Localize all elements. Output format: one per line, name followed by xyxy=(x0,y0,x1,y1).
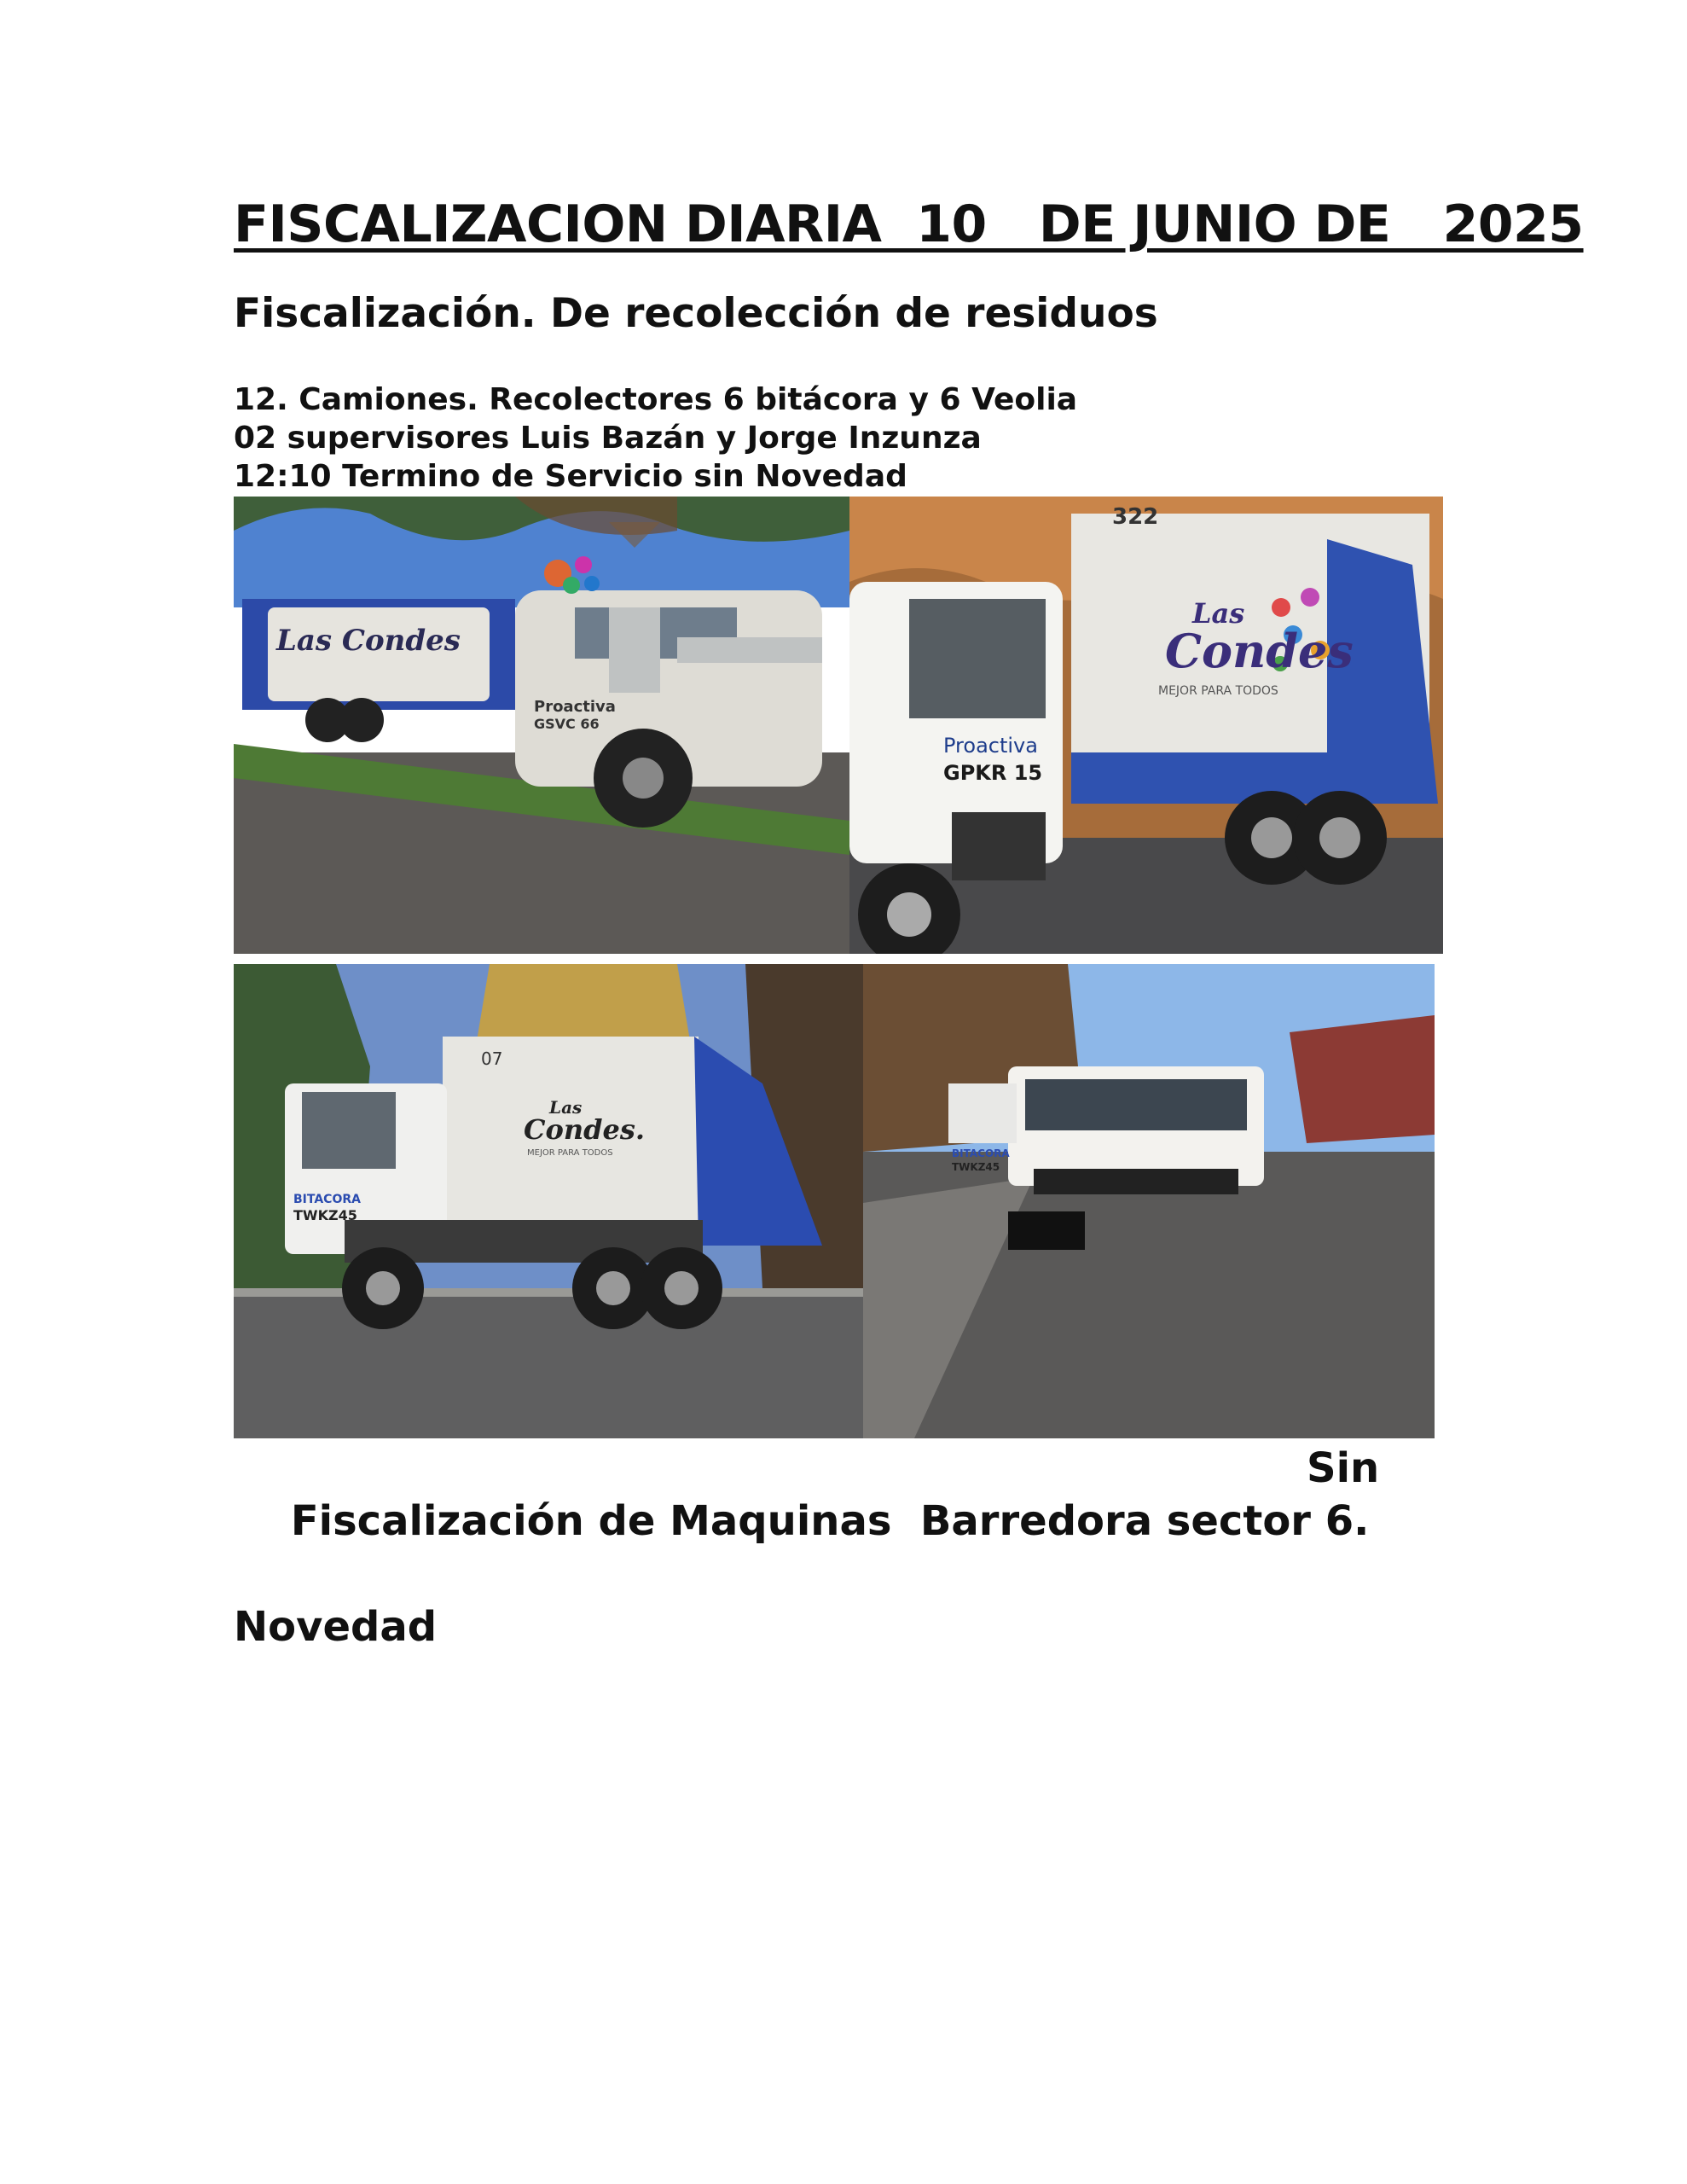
photo-truck-3 xyxy=(234,964,863,1438)
document-title: FISCALIZACION DIARIA 10 DE JUNIO DE 2025 xyxy=(234,195,1584,254)
photo2-operator-text: Proactiva xyxy=(943,734,1038,758)
photo3-unit-text: 07 xyxy=(481,1048,503,1069)
photo2-brand2-text: Condes xyxy=(1165,624,1354,678)
summary-line-supervisors: 02 supervisores Luis Bazán y Jorge Inzunza xyxy=(234,421,982,456)
summary-line-trucks: 12. Camiones. Recolectores 6 bitácora y 6 Veolia xyxy=(234,382,1078,417)
photo4-operator-text: BITACORA xyxy=(952,1147,1010,1159)
summary-lines xyxy=(234,380,1077,496)
summary-line-end-time: 12:10 Termino de Servicio sin Novedad xyxy=(234,459,907,494)
photo1-plate-text: GSVC 66 xyxy=(534,716,600,732)
photo3-slogan-text: MEJOR PARA TODOS xyxy=(527,1148,613,1158)
photo3-brand-text: Las xyxy=(549,1097,583,1118)
photo3-plate-text: TWKZ45 xyxy=(293,1207,357,1223)
photo-truck-4 xyxy=(863,964,1435,1438)
footer-text-sin: Sin xyxy=(1307,1444,1380,1492)
photo2-brand-text: Las xyxy=(1192,597,1245,630)
photo2-plate-text: GPKR 15 xyxy=(943,761,1043,785)
photo-truck-2 xyxy=(849,497,1443,954)
photo3-operator-text: BITACORA xyxy=(293,1193,361,1206)
photo2-slogan-text: MEJOR PARA TODOS xyxy=(1158,684,1278,698)
document-subtitle: Fiscalización. De recolección de residuos xyxy=(234,290,1158,337)
footer-text-novedad: Novedad xyxy=(234,1603,438,1651)
photo-truck-1 xyxy=(234,497,849,954)
photo2-unit-text: 322 xyxy=(1112,504,1159,530)
footer-text-main: Fiscalización de Maquinas Barredora sector 6. xyxy=(290,1497,1370,1545)
footer-note xyxy=(234,1442,1428,1653)
photo4-plate-text: TWKZ45 xyxy=(952,1161,1000,1173)
photo1-operator-text: Proactiva xyxy=(534,698,616,716)
photo3-brand2-text: Condes. xyxy=(524,1113,645,1146)
photo1-brand-text: Las Condes xyxy=(276,624,461,658)
